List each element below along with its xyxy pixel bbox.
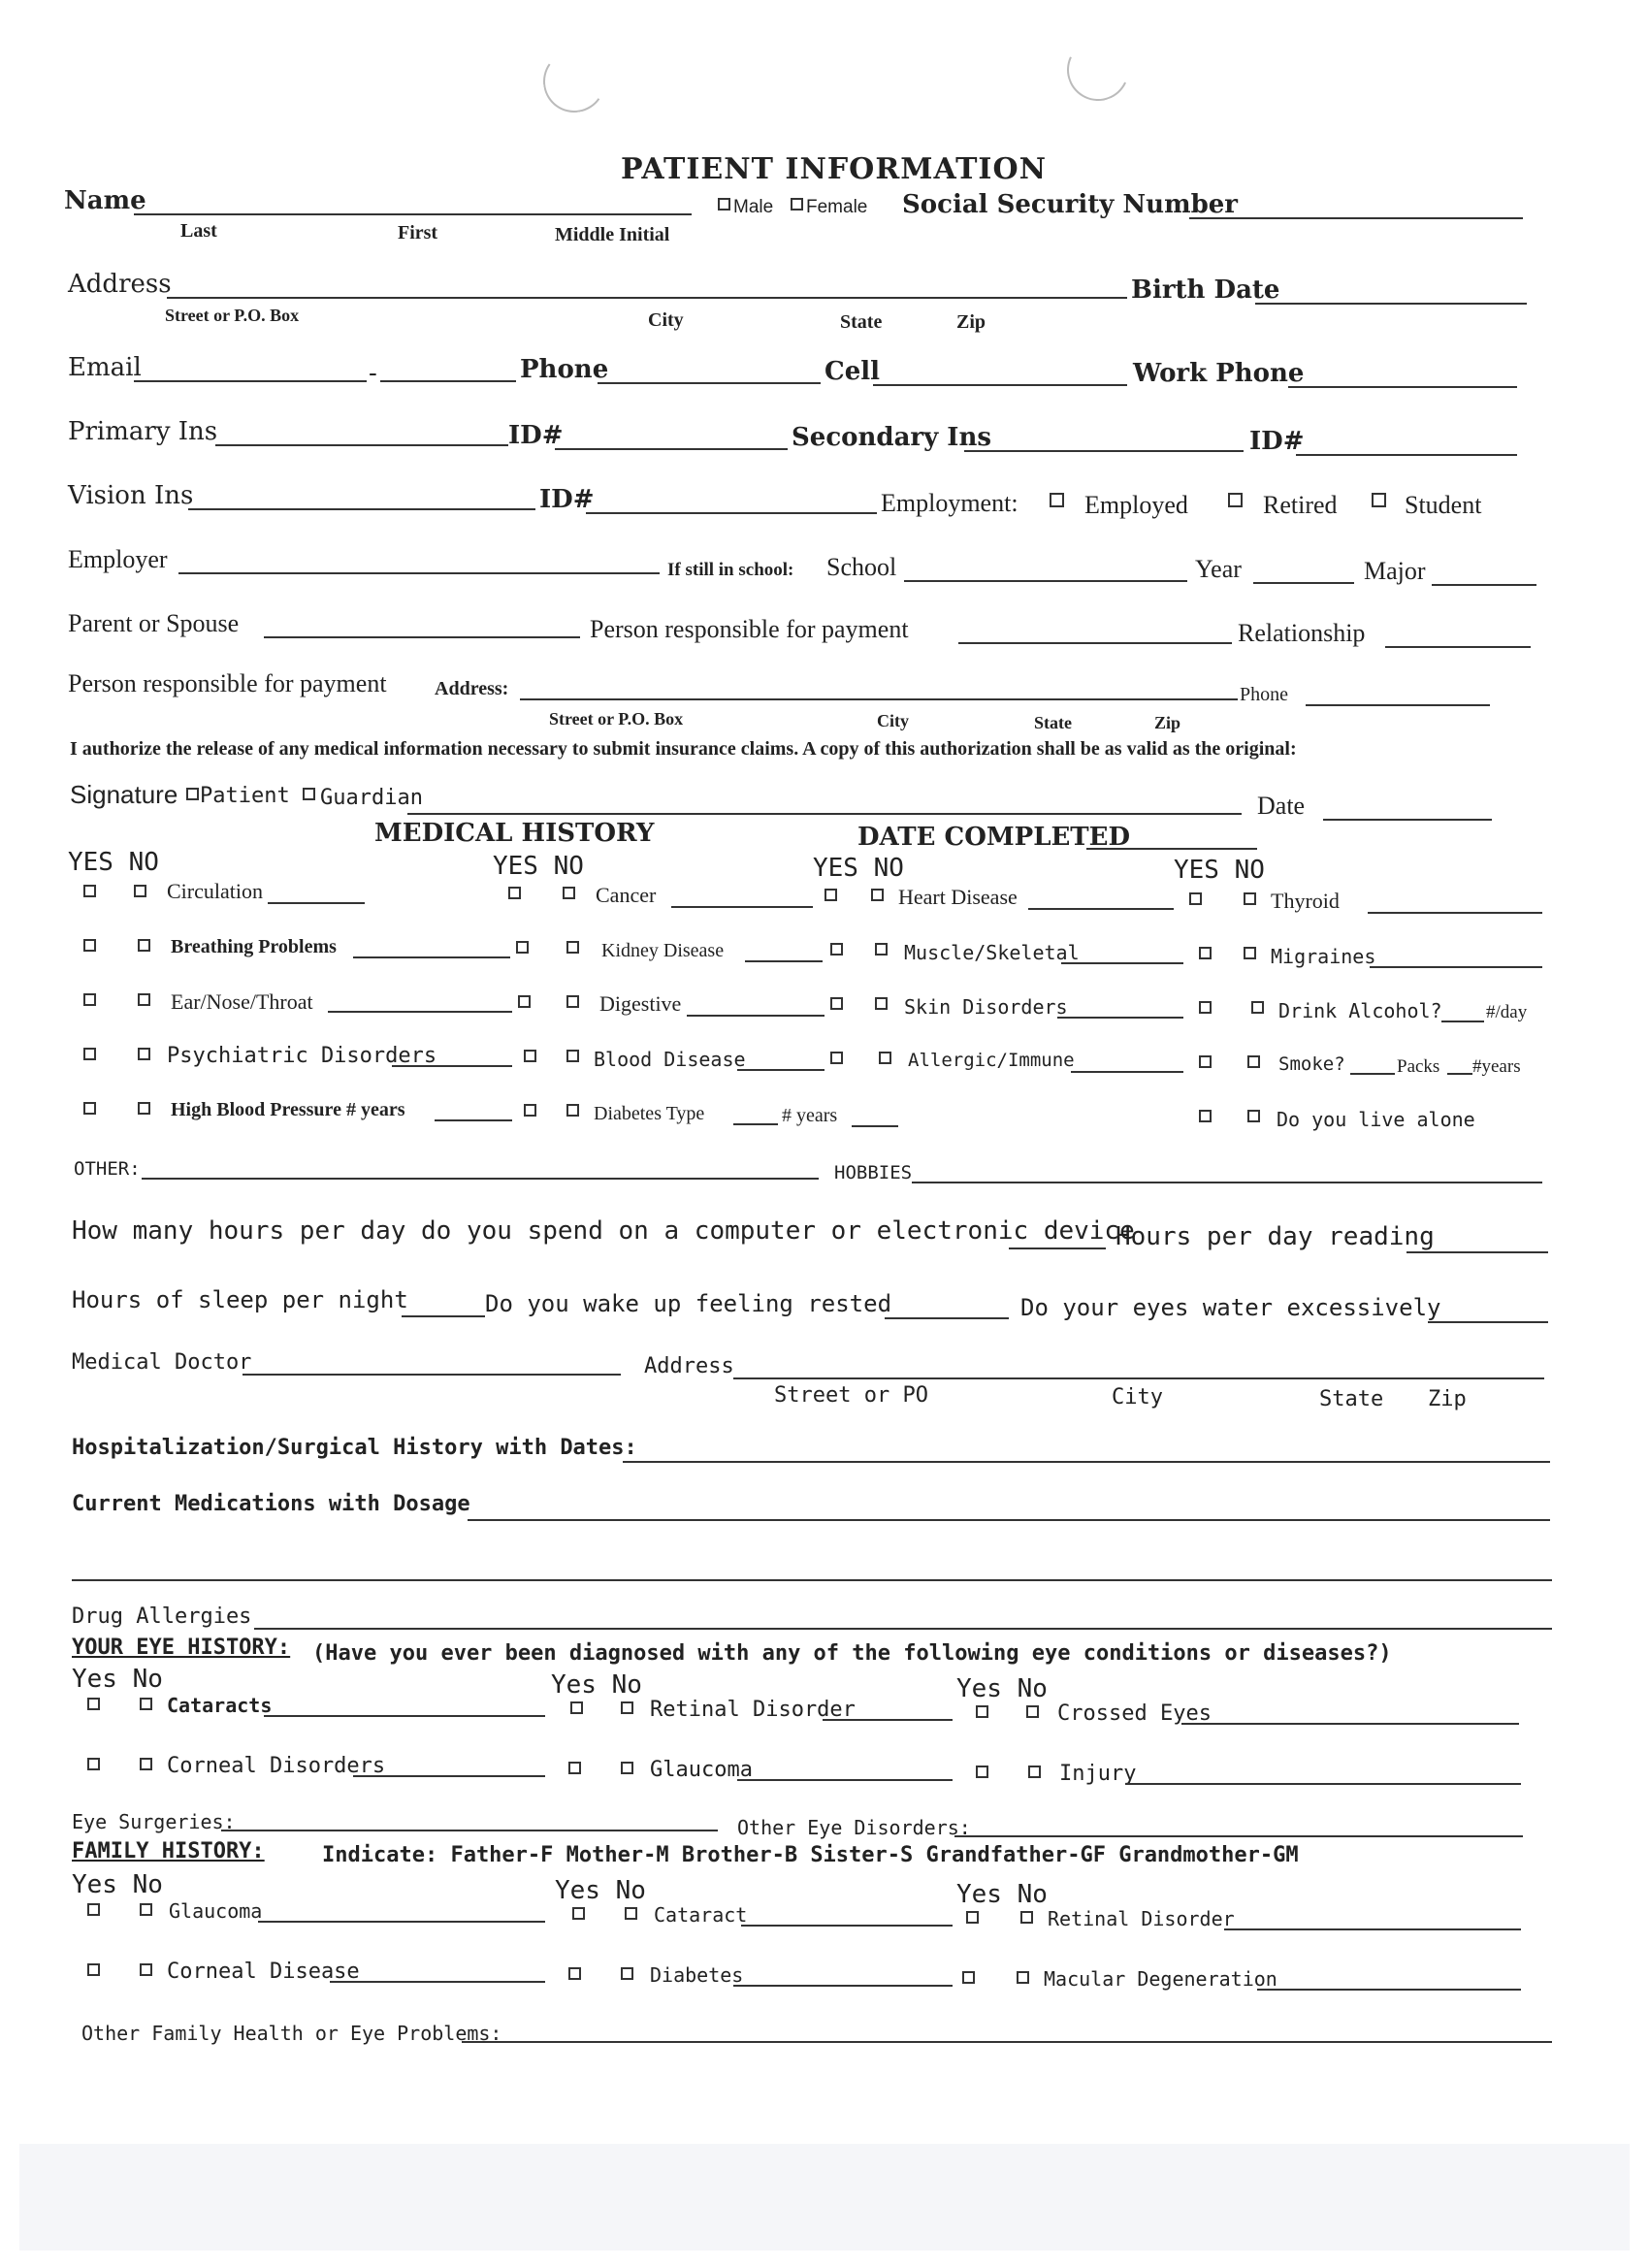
diabetes-type-field[interactable] [733, 1123, 778, 1125]
thyroid-yes[interactable] [1189, 892, 1202, 905]
retinal-field[interactable] [823, 1719, 953, 1721]
fam-diabetes-yes[interactable] [568, 1967, 581, 1980]
patient-checkbox[interactable] [186, 788, 199, 800]
hospitalization-field[interactable] [623, 1461, 1550, 1463]
employment-label: Employment: [881, 489, 1018, 517]
date-completed-label: DATE COMPLETED [857, 823, 1130, 852]
diabetes-no[interactable] [566, 1104, 579, 1117]
fam-macular-yes[interactable] [962, 1971, 975, 1984]
yes-no-header-2: YES NO [493, 852, 584, 881]
family-indicate: Indicate: Father-F Mother-M Brother-B Sister-S Grandfather-GF Grandmother-GM [322, 1843, 1299, 1867]
relationship-field[interactable] [1385, 646, 1531, 648]
id2-label: ID# [1249, 427, 1305, 456]
eye-history-heading: YOUR EYE HISTORY: [72, 1636, 291, 1660]
address-label: Address [68, 270, 172, 299]
fam-retinal-label: Retinal Disorder [1048, 1907, 1235, 1930]
eye-history-question: (Have you ever been diagnosed with any of the following eye conditions or diseases?) [312, 1641, 1392, 1666]
doctor-city-label: City [1112, 1385, 1163, 1409]
zip-label: Zip [956, 311, 986, 333]
medical-history-heading: MEDICAL HISTORY [374, 819, 655, 848]
vision-id-label: ID# [539, 485, 595, 514]
cancer-yes[interactable] [508, 887, 521, 899]
fam-corneal-yes[interactable] [87, 1963, 100, 1976]
migraines-label: Migraines [1271, 945, 1376, 968]
fam-macular-no[interactable] [1017, 1971, 1029, 1984]
female-checkbox[interactable] [791, 198, 803, 211]
fam-corneal-label: Corneal Disease [167, 1960, 360, 1984]
signature-label: Signature [70, 780, 178, 809]
female-label: Female [806, 197, 868, 217]
doctor-street-label: Street or PO [774, 1383, 928, 1408]
student-label: Student [1405, 491, 1482, 519]
ent-field[interactable] [328, 1011, 512, 1013]
crossed-yes[interactable] [976, 1705, 988, 1718]
crossed-field[interactable] [1181, 1723, 1519, 1725]
cell-field[interactable] [873, 384, 1127, 386]
allergic-no[interactable] [879, 1052, 891, 1064]
vision-id-field[interactable] [586, 512, 877, 514]
reading-hours-label: Hours per day reading [1116, 1222, 1435, 1251]
street-label: Street or P.O. Box [165, 306, 300, 325]
circulation-label: Circulation [167, 879, 263, 903]
smoke-years-field[interactable] [1447, 1073, 1472, 1075]
psychiatric-yes[interactable] [83, 1048, 96, 1060]
resp-address-field[interactable] [520, 698, 1238, 700]
authorization-text: I authorize the release of any medical information necessary to submit insurance claims. A copy of this authorization shall be as valid as the original: [70, 738, 1297, 760]
hospitalization-label: Hospitalization/Surgical History with Dates: [72, 1436, 637, 1460]
work-phone-field[interactable] [1288, 386, 1517, 388]
cataracts-yes[interactable] [87, 1698, 100, 1710]
breathing-label: Breathing Problems [171, 936, 337, 957]
email-label: Email [68, 353, 142, 382]
fam-cataract-field[interactable] [741, 1925, 953, 1927]
alcohol-label: Drink Alcohol? [1278, 999, 1442, 1022]
breathing-yes[interactable] [83, 939, 96, 952]
medical-doctor-field[interactable] [242, 1374, 621, 1376]
id1-field[interactable] [555, 448, 788, 450]
punch-hole-mark [1058, 30, 1138, 110]
ssn-field[interactable] [1189, 217, 1523, 219]
guardian-checkbox[interactable] [303, 788, 315, 800]
skin-label: Skin Disorders [904, 995, 1068, 1019]
fam-diabetes-no[interactable] [621, 1967, 633, 1980]
ent-yes[interactable] [83, 993, 96, 1006]
psychiatric-no[interactable] [138, 1048, 150, 1060]
eyes-water-field[interactable] [1428, 1321, 1548, 1323]
cancer-field[interactable] [671, 906, 813, 908]
allergic-field[interactable] [1071, 1071, 1183, 1073]
kidney-label: Kidney Disease [601, 940, 725, 961]
eyes-water-question: Do your eyes water excessively [1020, 1294, 1441, 1321]
fam-macular-label: Macular Degeneration [1044, 1967, 1277, 1991]
fam-glaucoma-label: Glaucoma [169, 1899, 263, 1923]
state-label: State [840, 311, 883, 333]
allergic-label: Allergic/Immune [908, 1050, 1075, 1071]
employed-checkbox[interactable] [1050, 493, 1064, 507]
date-field[interactable] [1323, 819, 1492, 821]
alcohol-field[interactable] [1441, 1021, 1484, 1022]
glaucoma-label: Glaucoma [650, 1758, 753, 1782]
birth-date-field[interactable] [1255, 303, 1527, 305]
glaucoma-yes[interactable] [568, 1762, 581, 1774]
bp-label: High Blood Pressure # years [171, 1099, 405, 1120]
medical-doctor-label: Medical Doctor [72, 1350, 252, 1375]
live-alone-no[interactable] [1247, 1110, 1260, 1122]
doctor-address-field[interactable] [733, 1377, 1544, 1379]
skin-yes[interactable] [830, 997, 843, 1010]
email-field-1[interactable] [134, 380, 367, 382]
live-alone-yes[interactable] [1199, 1110, 1212, 1122]
fam-corneal-no[interactable] [140, 1963, 152, 1976]
resp-address-label: Person responsible for payment [68, 669, 387, 697]
circulation-field[interactable] [268, 902, 365, 904]
injury-label: Injury [1059, 1762, 1137, 1786]
fam-diabetes-label: Diabetes [650, 1963, 744, 1987]
middle-initial-label: Middle Initial [555, 224, 670, 245]
fam-glaucoma-yes[interactable] [87, 1903, 100, 1916]
ent-label: Ear/Nose/Throat [171, 989, 313, 1014]
responsible-label: Person responsible for payment [590, 615, 909, 643]
employer-label: Employer [68, 545, 168, 573]
cancer-no[interactable] [563, 887, 575, 899]
resp-zip-label: Zip [1154, 713, 1181, 732]
parent-spouse-field[interactable] [264, 636, 580, 638]
crossed-label: Crossed Eyes [1057, 1701, 1212, 1726]
heart-yes[interactable] [824, 889, 837, 901]
student-checkbox[interactable] [1372, 493, 1386, 507]
skin-no[interactable] [875, 997, 888, 1010]
employer-field[interactable] [178, 572, 660, 574]
id1-label: ID# [508, 421, 564, 450]
eye-yes-no-3: Yes No [956, 1674, 1048, 1703]
drug-allergies-field[interactable] [254, 1628, 1552, 1630]
injury-yes[interactable] [976, 1766, 988, 1778]
muscle-no[interactable] [875, 943, 888, 956]
year-label: Year [1195, 555, 1242, 583]
digestive-no[interactable] [566, 995, 579, 1008]
resp-address-addr-label: Address: [435, 678, 509, 699]
other-field[interactable] [142, 1178, 819, 1180]
muscle-field[interactable] [1061, 962, 1183, 964]
patient-label: Patient [200, 784, 290, 808]
work-phone-label: Work Phone [1133, 359, 1305, 388]
allergic-yes[interactable] [830, 1052, 843, 1064]
muscle-label: Muscle/Skeletal [904, 941, 1080, 964]
responsible-field[interactable] [958, 642, 1232, 644]
hobbies-field[interactable] [912, 1182, 1542, 1183]
migraines-no[interactable] [1244, 947, 1256, 959]
digestive-field[interactable] [687, 1015, 824, 1017]
bp-field[interactable] [435, 1119, 512, 1121]
injury-field[interactable] [1125, 1783, 1521, 1785]
crossed-no[interactable] [1026, 1705, 1039, 1718]
major-label: Major [1364, 557, 1426, 585]
other-family-field[interactable] [462, 2041, 1552, 2043]
secondary-ins-label: Secondary Ins [792, 423, 991, 452]
blood-field[interactable] [737, 1069, 824, 1071]
relationship-label: Relationship [1238, 619, 1366, 647]
other-eye-field[interactable] [954, 1835, 1523, 1837]
fam-cataract-label: Cataract [654, 1903, 748, 1927]
family-yes-no-2: Yes No [555, 1876, 646, 1905]
ent-no[interactable] [138, 993, 150, 1006]
fam-corneal-field[interactable] [330, 1981, 545, 1983]
birth-date-label: Birth Date [1131, 275, 1280, 305]
vision-ins-label: Vision Ins [68, 481, 194, 510]
reading-hours-field[interactable] [1406, 1251, 1548, 1253]
injury-no[interactable] [1028, 1766, 1041, 1778]
resp-state-label: State [1034, 713, 1072, 732]
muscle-yes[interactable] [830, 943, 843, 956]
thyroid-field[interactable] [1368, 912, 1542, 914]
heart-label: Heart Disease [898, 885, 1018, 909]
fam-macular-field[interactable] [1257, 1989, 1521, 1991]
resp-city-label: City [877, 711, 909, 730]
corneal-field[interactable] [353, 1775, 545, 1777]
male-checkbox[interactable] [718, 198, 730, 211]
date-completed-field[interactable] [1086, 848, 1257, 850]
resp-phone-field[interactable] [1306, 704, 1490, 706]
eye-surgeries-label: Eye Surgeries: [72, 1810, 236, 1833]
smoke-years-label: #years [1472, 1056, 1521, 1077]
cataracts-field[interactable] [264, 1715, 545, 1717]
family-history-heading: FAMILY HISTORY: [72, 1839, 265, 1863]
doctor-zip-label: Zip [1428, 1387, 1467, 1411]
diabetes-label: Diabetes Type [594, 1103, 705, 1124]
retired-checkbox[interactable] [1228, 493, 1243, 507]
parent-spouse-label: Parent or Spouse [68, 609, 240, 637]
major-field[interactable] [1432, 584, 1536, 586]
medications-field-2[interactable] [72, 1579, 1552, 1581]
kidney-field[interactable] [745, 960, 823, 962]
blood-yes[interactable] [524, 1050, 536, 1062]
retinal-yes[interactable] [570, 1701, 583, 1714]
page-title: PATIENT INFORMATION [621, 152, 1047, 186]
smoke-packs-field[interactable] [1350, 1073, 1395, 1075]
city-label: City [648, 309, 684, 331]
other-eye-label: Other Eye Disorders: [737, 1816, 971, 1839]
migraines-yes[interactable] [1199, 947, 1212, 959]
computer-hours-question: How many hours per day do you spend on a computer or electronic device [72, 1216, 1135, 1246]
secondary-ins-field[interactable] [964, 450, 1244, 452]
blood-no[interactable] [566, 1050, 579, 1062]
retired-label: Retired [1263, 491, 1338, 519]
sleep-hours-label: Hours of sleep per night [72, 1286, 408, 1313]
resp-street-label: Street or P.O. Box [549, 709, 684, 729]
eye-surgeries-field[interactable] [221, 1830, 718, 1831]
heart-field[interactable] [1028, 908, 1174, 910]
fam-retinal-field[interactable] [1224, 1928, 1521, 1930]
psychiatric-label: Psychiatric Disorders [167, 1044, 437, 1068]
corneal-no[interactable] [140, 1758, 152, 1770]
glaucoma-field[interactable] [737, 1779, 953, 1781]
id2-field[interactable] [1296, 454, 1517, 456]
smoke-yes[interactable] [1199, 1055, 1212, 1068]
cataracts-label: Cataracts [167, 1694, 273, 1717]
cell-label: Cell [824, 357, 880, 386]
cataracts-no[interactable] [140, 1698, 152, 1710]
circulation-no[interactable] [134, 885, 146, 897]
alcohol-yes[interactable] [1199, 1001, 1212, 1014]
thyroid-no[interactable] [1244, 892, 1256, 905]
sleep-hours-field[interactable] [402, 1315, 485, 1317]
diabetes-years-label: # years [782, 1105, 838, 1126]
migraines-field[interactable] [1370, 966, 1542, 968]
email-dash: - [369, 359, 377, 388]
fam-retinal-no[interactable] [1020, 1911, 1033, 1924]
smoke-no[interactable] [1247, 1055, 1260, 1068]
yes-no-header-3: YES NO [813, 854, 904, 883]
heart-no[interactable] [871, 889, 884, 901]
retinal-no[interactable] [621, 1701, 633, 1714]
email-field-2[interactable] [380, 380, 516, 382]
punch-hole-mark [538, 46, 610, 117]
date-label: Date [1257, 792, 1306, 820]
blood-label: Blood Disease [594, 1048, 746, 1071]
family-yes-no-3: Yes No [956, 1880, 1048, 1909]
digestive-label: Digestive [599, 991, 682, 1016]
fam-diabetes-field[interactable] [733, 1985, 953, 1987]
psychiatric-field[interactable] [392, 1065, 512, 1067]
eye-yes-no-2: Yes No [551, 1670, 642, 1700]
last-label: Last [180, 220, 217, 242]
drug-allergies-label: Drug Allergies [72, 1604, 252, 1629]
name-field[interactable] [134, 213, 692, 215]
school-field[interactable] [904, 580, 1187, 582]
corneal-yes[interactable] [87, 1758, 100, 1770]
computer-hours-field[interactable] [1009, 1247, 1106, 1249]
phone-field[interactable] [598, 382, 821, 384]
fam-glaucoma-field[interactable] [258, 1921, 545, 1923]
medications-label: Current Medications with Dosage [72, 1492, 470, 1516]
alcohol-per-day-label: #/day [1486, 1002, 1528, 1022]
if-still-in-school-label: If still in school: [667, 560, 794, 580]
smoke-label: Smoke? [1278, 1053, 1345, 1075]
live-alone-label: Do you live alone [1277, 1108, 1475, 1131]
male-label: Male [733, 197, 774, 217]
retinal-label: Retinal Disorder [650, 1698, 856, 1722]
primary-ins-field[interactable] [215, 444, 508, 446]
primary-ins-label: Primary Ins [68, 417, 218, 446]
guardian-label: Guardian [320, 786, 423, 810]
yes-no-header-4: YES NO [1174, 856, 1265, 885]
eye-yes-no-1: Yes No [72, 1665, 163, 1694]
alcohol-no[interactable] [1251, 1001, 1264, 1014]
first-label: First [398, 222, 438, 243]
diabetes-years-field[interactable] [852, 1125, 898, 1127]
thyroid-label: Thyroid [1271, 889, 1340, 913]
scan-smudge [19, 2144, 1630, 2251]
fam-retinal-yes[interactable] [966, 1911, 979, 1924]
name-label: Name [64, 186, 146, 215]
ssn-label: Social Security Number [902, 190, 1238, 219]
breathing-field[interactable] [353, 956, 510, 958]
fam-cataract-no[interactable] [625, 1907, 637, 1920]
breathing-no[interactable] [138, 939, 150, 952]
fam-cataract-yes[interactable] [572, 1907, 585, 1920]
other-label: OTHER: [74, 1158, 141, 1180]
circulation-yes[interactable] [83, 885, 96, 897]
other-family-label: Other Family Health or Eye Problems: [81, 2022, 502, 2045]
family-yes-no-1: Yes No [72, 1870, 163, 1899]
glaucoma-no[interactable] [621, 1762, 633, 1774]
yes-no-header-1: YES NO [68, 848, 159, 877]
bp-no[interactable] [138, 1102, 150, 1115]
fam-glaucoma-no[interactable] [140, 1903, 152, 1916]
school-label: School [826, 553, 897, 581]
skin-field[interactable] [1057, 1017, 1183, 1019]
cancer-label: Cancer [596, 883, 657, 907]
phone-label: Phone [520, 355, 609, 384]
bp-yes[interactable] [83, 1102, 96, 1115]
corneal-label: Corneal Disorders [167, 1754, 386, 1778]
address-field[interactable] [167, 297, 1127, 299]
rested-question: Do you wake up feeling rested [485, 1290, 892, 1317]
hobbies-label: HOBBIES [834, 1162, 913, 1183]
employed-label: Employed [1084, 491, 1188, 519]
year-field[interactable] [1253, 582, 1354, 584]
kidney-yes[interactable] [516, 941, 529, 954]
doctor-state-label: State [1319, 1387, 1384, 1411]
diabetes-yes[interactable] [524, 1104, 536, 1117]
signature-field[interactable] [407, 813, 1242, 815]
kidney-no[interactable] [566, 941, 579, 954]
doctor-address-label: Address [644, 1354, 734, 1378]
smoke-packs-label: Packs [1397, 1056, 1440, 1077]
vision-ins-field[interactable] [188, 508, 535, 510]
rested-field[interactable] [885, 1317, 1009, 1319]
digestive-yes[interactable] [518, 995, 531, 1008]
medications-field-1[interactable] [468, 1519, 1550, 1521]
resp-phone-label: Phone [1240, 684, 1288, 705]
